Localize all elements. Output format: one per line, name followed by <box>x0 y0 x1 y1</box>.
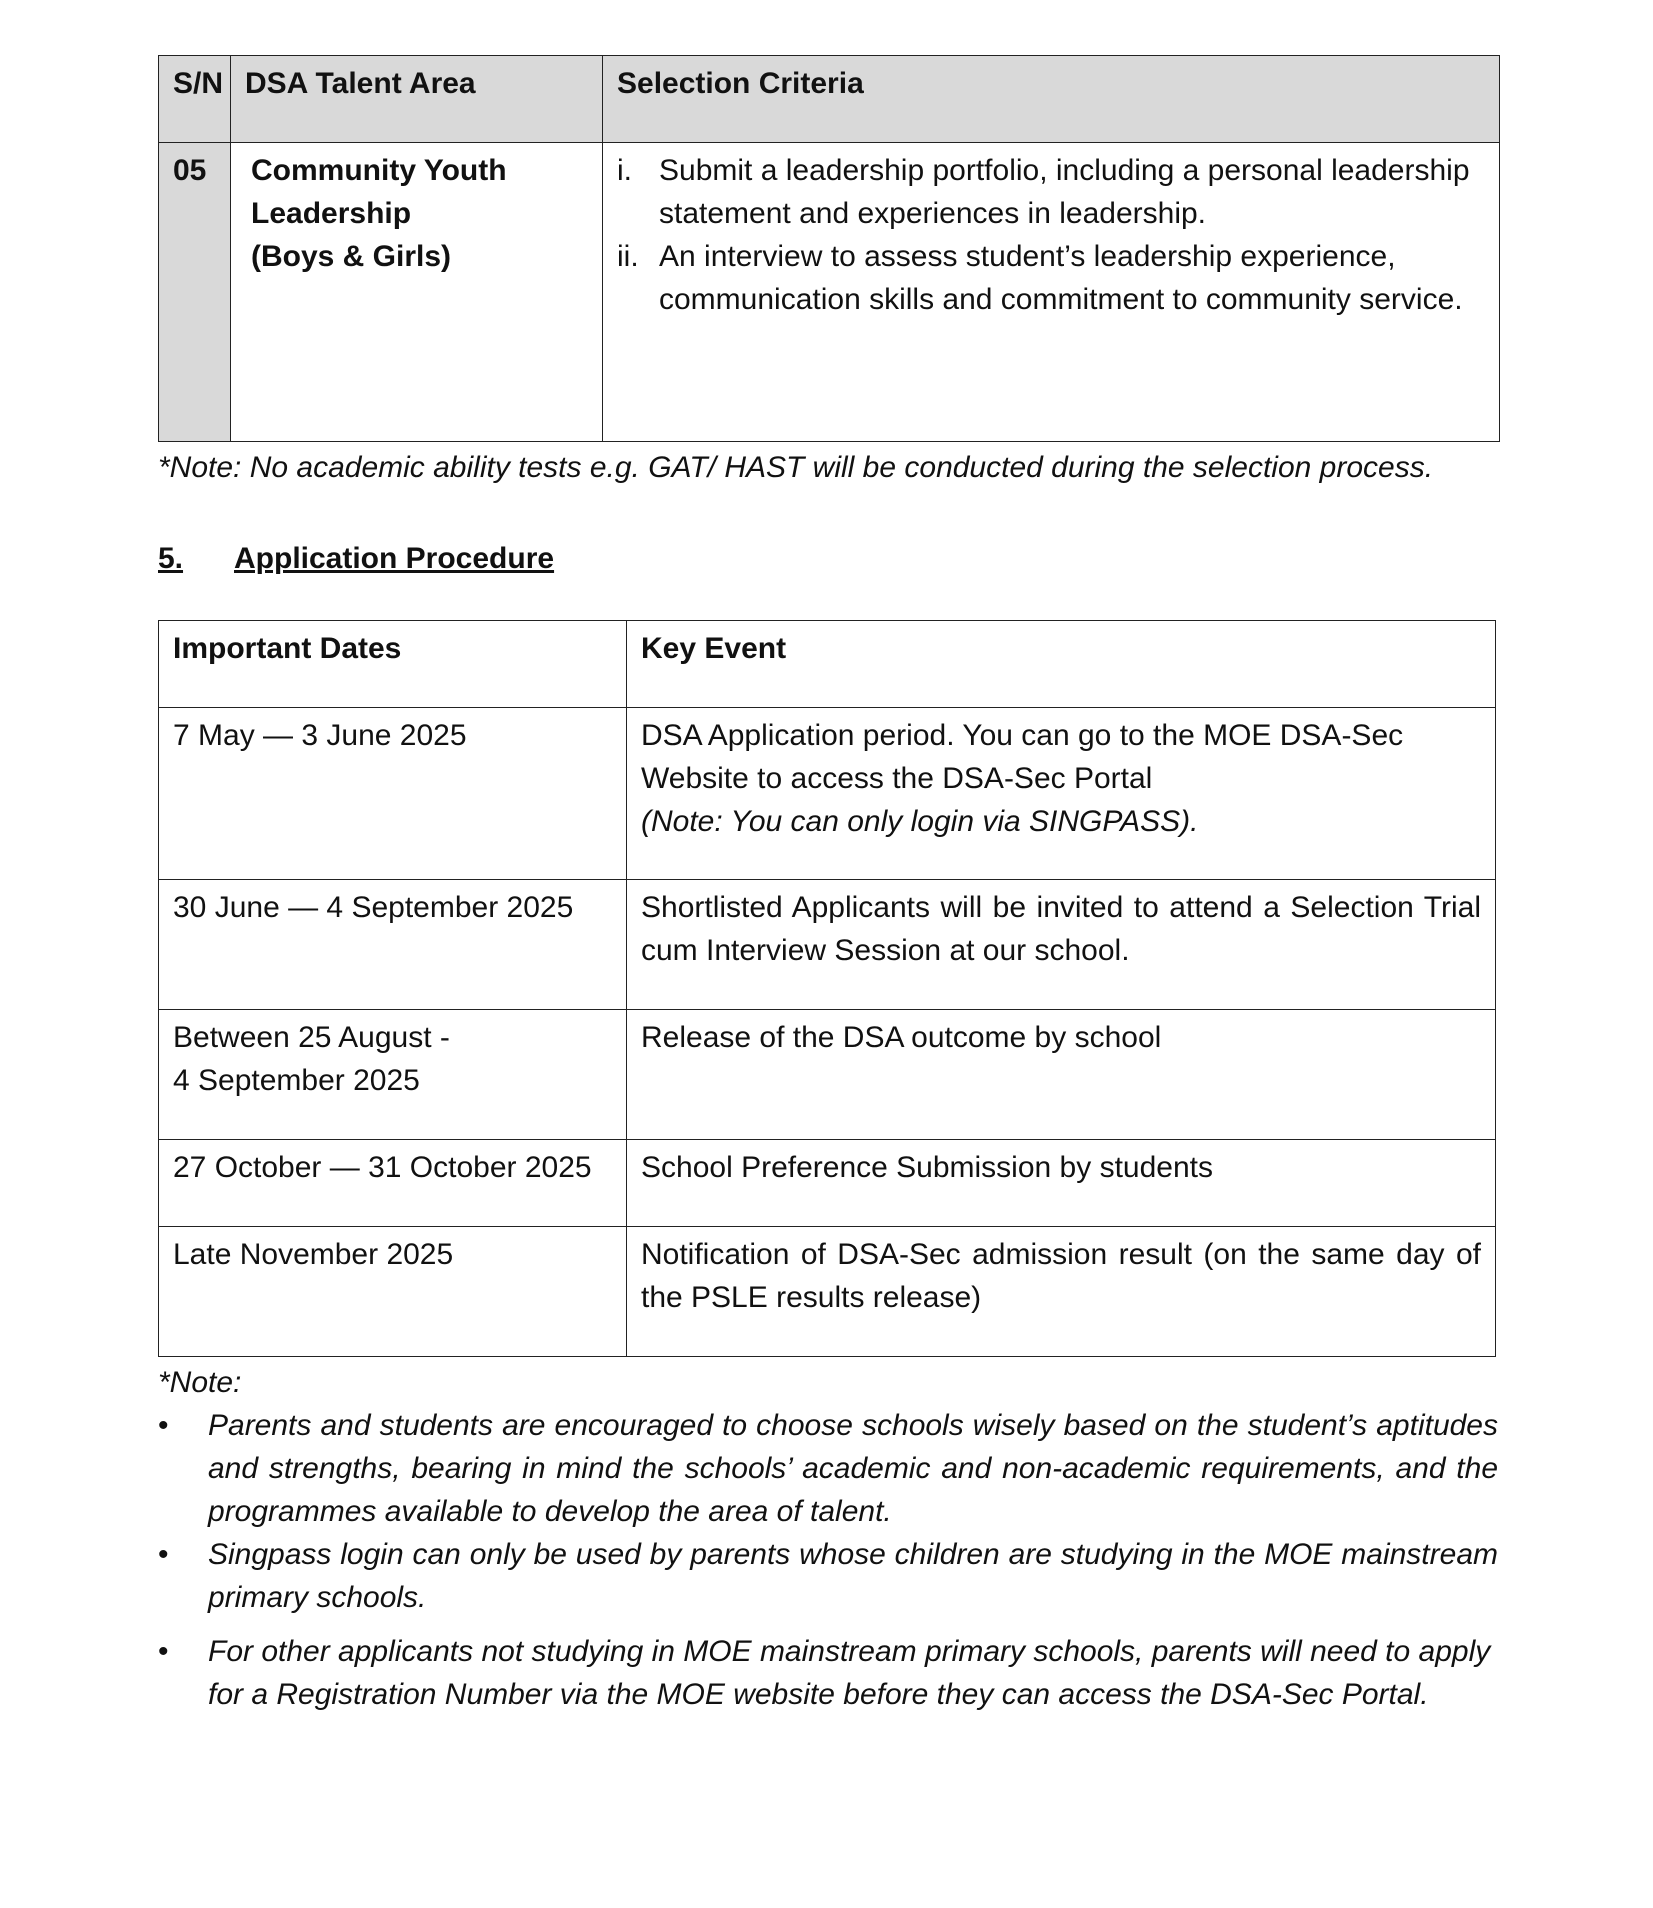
header-talent-area: DSA Talent Area <box>231 56 603 143</box>
criteria-item <box>617 235 1485 321</box>
criteria-text: An interview to assess student’s leadership experience, communication skills and commitment to community service. <box>659 240 1463 316</box>
note-text: Parents and students are encouraged to choose schools wisely based on the student’s aptitudes and strengths, bearing in mind the schools’ academic and non-academic requirements, and the programmes available to develop the area of talent. <box>208 1409 1498 1528</box>
event-cell: Release of the DSA outcome by school <box>627 1010 1496 1140</box>
notes-list <box>158 1404 1498 1716</box>
date-cell: 30 June — 4 September 2025 <box>159 880 627 1010</box>
talent-area-line: Community Youth <box>251 154 507 187</box>
bullet-icon: • <box>158 1409 169 1442</box>
event-note: (Note: You can only login via SINGPASS). <box>641 805 1199 838</box>
table-header-row <box>159 621 1496 708</box>
section-title: Application Procedure <box>234 542 555 575</box>
section-heading <box>158 537 1498 580</box>
table-row <box>159 1010 1496 1140</box>
selection-note: *Note: No academic ability tests e.g. GAT/ HAST will be conducted during the selection process. <box>158 451 1434 484</box>
date-cell: Late November 2025 <box>159 1227 627 1357</box>
note-text: Singpass login can only be used by parents whose children are studying in the MOE mainstream primary schools. <box>208 1538 1498 1614</box>
notes-title: *Note: <box>158 1366 242 1399</box>
list-item <box>158 1630 1498 1716</box>
talent-area-line: (Boys & Girls) <box>251 240 452 273</box>
document-page <box>158 55 1498 1716</box>
row-selection-criteria <box>603 143 1500 442</box>
event-cell <box>627 708 1496 880</box>
section-number: 5. <box>158 542 184 575</box>
date-cell: 27 October — 31 October 2025 <box>159 1140 627 1227</box>
date-cell: 7 May — 3 June 2025 <box>159 708 627 880</box>
table-header-row <box>159 56 1500 143</box>
date-line: Between 25 August - <box>173 1021 450 1054</box>
list-item <box>158 1533 1498 1619</box>
criteria-number: ii. <box>617 240 639 273</box>
bullet-icon: • <box>158 1538 169 1571</box>
table-row <box>159 708 1496 880</box>
event-cell: Shortlisted Applicants will be invited to attend a Selection Trial cum Interview Session at our school. <box>627 880 1496 1010</box>
criteria-list <box>617 149 1485 321</box>
bullet-icon: • <box>158 1635 169 1668</box>
table-row <box>159 1140 1496 1227</box>
table-row <box>159 143 1500 442</box>
criteria-number: i. <box>617 154 632 187</box>
criteria-item <box>617 149 1485 235</box>
row-sn: 05 <box>159 143 231 442</box>
date-cell <box>159 1010 627 1140</box>
row-talent-area <box>231 143 603 442</box>
selection-criteria-table <box>158 55 1500 442</box>
header-key-event: Key Event <box>627 621 1496 708</box>
header-important-dates: Important Dates <box>159 621 627 708</box>
table-row <box>159 880 1496 1010</box>
event-cell: Notification of DSA-Sec admission result (on the same day of the PSLE results release) <box>627 1227 1496 1357</box>
criteria-text: Submit a leadership portfolio, including a personal leadership statement and experiences in leadership. <box>659 154 1470 230</box>
note-text: For other applicants not studying in MOE mainstream primary schools, parents will need to apply for a Registration Number via the MOE website before they can access the DSA-Sec Portal. <box>208 1635 1491 1711</box>
event-text: DSA Application period. You can go to the MOE DSA-Sec Website to access the DSA-Sec Portal <box>641 719 1404 795</box>
event-cell: School Preference Submission by students <box>627 1140 1496 1227</box>
list-item <box>158 1404 1498 1533</box>
important-dates-table <box>158 620 1496 1357</box>
talent-area-line: Leadership <box>251 197 412 230</box>
header-sn: S/N <box>159 56 231 143</box>
header-selection-criteria: Selection Criteria <box>603 56 1500 143</box>
date-line: 4 September 2025 <box>173 1064 420 1097</box>
table-row <box>159 1227 1496 1357</box>
